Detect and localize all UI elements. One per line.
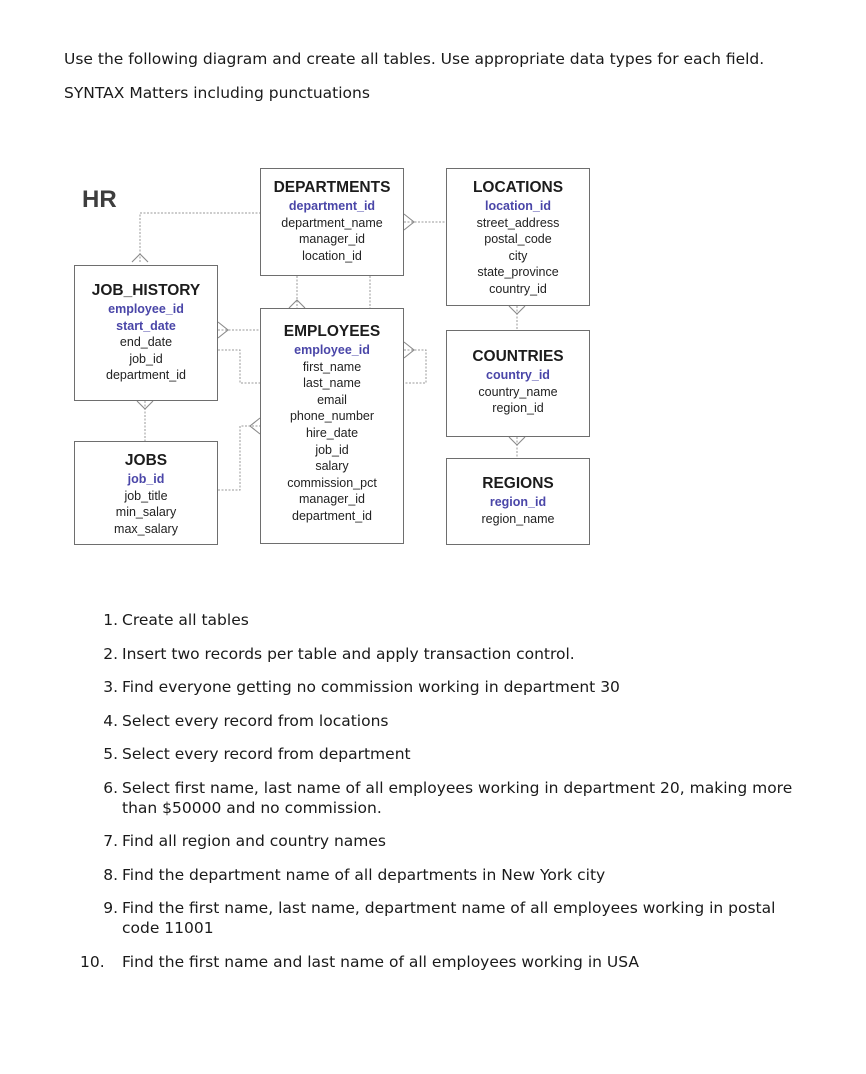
task-item	[84, 898, 799, 938]
entity-field: min_salary	[115, 505, 177, 520]
entity-jobs	[74, 441, 218, 545]
entity-field: region_id	[492, 401, 544, 416]
entity-field: salary	[315, 459, 349, 474]
task-number: 3.	[103, 678, 118, 696]
task-list	[80, 610, 799, 985]
task-text: Find the department name of all departments in New York city	[122, 865, 606, 884]
entity-field: street_address	[476, 215, 560, 230]
task-item	[84, 831, 799, 851]
task-number: 2.	[103, 644, 118, 663]
entity-field: country_id	[489, 281, 547, 296]
crowfoot-employees-jobs	[250, 418, 260, 434]
entity-title: DEPARTMENTS	[273, 179, 391, 196]
task-item	[84, 865, 799, 885]
task-item	[84, 610, 799, 630]
entity-field: postal_code	[484, 232, 552, 247]
task-text: Select every record from locations	[122, 711, 389, 730]
task-number: 9.	[103, 899, 118, 917]
task-text: Create all tables	[122, 611, 249, 629]
entity-locations	[446, 168, 590, 306]
entity-field: region_name	[481, 511, 555, 526]
entity-field: country_name	[478, 384, 558, 399]
task-item	[84, 711, 799, 731]
task-item	[84, 778, 799, 818]
entity-field: hire_date	[305, 425, 359, 440]
entity-field: max_salary	[114, 521, 178, 536]
primary-key-field: country_id	[486, 368, 550, 382]
task-item	[84, 677, 799, 697]
entity-countries	[446, 330, 590, 437]
entity-field: department_id	[292, 508, 372, 523]
task-number: 6.	[103, 778, 118, 797]
entity-title: LOCATIONS	[472, 179, 564, 196]
task-text: Insert two records per table and apply transaction control.	[122, 644, 575, 663]
entity-field: last_name	[303, 376, 361, 391]
connector-jobhistory-employees-2	[218, 350, 260, 383]
primary-key-field: location_id	[485, 199, 551, 213]
task-text: Find the first name and last name of all employees working in USA	[122, 952, 639, 971]
instructions-line-2: SYNTAX Matters including punctuations	[64, 84, 370, 102]
instructions-line-1: Use the following diagram and create all tables. Use appropriate data types for each field.	[64, 50, 765, 68]
entity-field: state_province	[477, 265, 559, 280]
entity-title: EMPLOYEES	[283, 323, 381, 340]
task-item	[80, 952, 799, 972]
entity-departments	[260, 168, 404, 276]
primary-key-field: job_id	[127, 472, 165, 486]
primary-key-field: region_id	[489, 495, 547, 509]
entity-field: commission_pct	[287, 475, 377, 490]
task-text: Find everyone getting no commission working in department 30	[122, 678, 620, 696]
entity-field: job_id	[129, 351, 163, 366]
entity-field: manager_id	[298, 492, 365, 507]
entity-field: end_date	[119, 335, 173, 350]
entity-title: JOB_HISTORY	[91, 282, 201, 299]
entity-regions	[446, 458, 590, 545]
entity-title: REGIONS	[482, 475, 554, 492]
entity-job-history	[74, 265, 218, 401]
schema-label: HR	[82, 186, 117, 213]
entity-field: manager_id	[298, 232, 365, 247]
task-number: 8.	[103, 865, 118, 884]
task-number: 1.	[103, 611, 118, 629]
task-text: Find the first name, last name, department name of all employees working in postal code 11001	[122, 899, 776, 937]
task-text: Select every record from department	[122, 745, 411, 763]
entity-field: department_name	[281, 215, 383, 230]
task-number: 7.	[103, 832, 118, 850]
primary-key-field: employee_id	[294, 343, 370, 357]
primary-key-field: start_date	[116, 318, 176, 333]
task-number: 4.	[103, 711, 118, 730]
task-number: 10.	[80, 952, 105, 971]
task-text: Find all region and country names	[122, 832, 386, 850]
primary-key-field: employee_id	[108, 302, 184, 316]
entity-field: department_id	[106, 368, 186, 383]
task-item	[84, 644, 799, 664]
entity-field: email	[317, 392, 347, 407]
entity-title: JOBS	[124, 452, 168, 469]
connector-hr-departments	[140, 213, 260, 262]
entity-field: first_name	[302, 359, 362, 374]
task-number: 5.	[103, 745, 118, 763]
connector-jobs-employees	[218, 426, 260, 490]
entity-field: job_id	[315, 442, 349, 457]
task-text: Select first name, last name of all employees working in department 20, making more than $50000 and no commission.	[122, 778, 793, 817]
entity-field: location_id	[302, 248, 362, 263]
entity-title: COUNTRIES	[472, 348, 564, 365]
entity-field: phone_number	[289, 409, 375, 424]
entity-field: job_title	[124, 488, 168, 503]
entity-employees	[260, 308, 404, 544]
primary-key-field: department_id	[288, 199, 376, 213]
task-item	[84, 744, 799, 764]
entity-field: city	[508, 248, 528, 263]
